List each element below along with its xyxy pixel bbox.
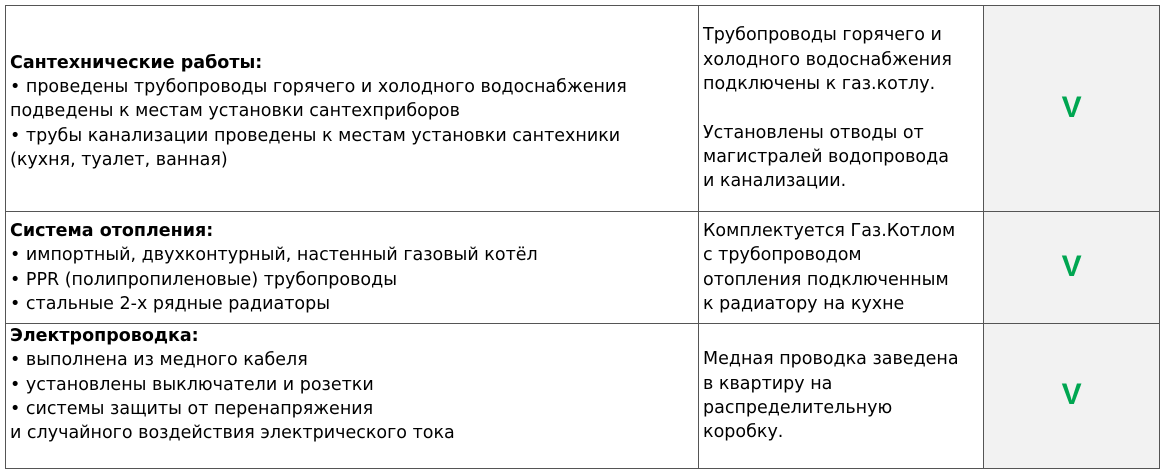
plumbing-note-gap	[703, 96, 983, 120]
heating-title: Система отопления:	[10, 220, 214, 241]
heating-line: • PPR (полипропиленовые) трубопроводы	[10, 269, 398, 290]
plumbing-mark-cell	[984, 6, 1160, 212]
electrical-line: • системы защиты от перенапряжения	[10, 398, 374, 419]
electrical-title: Электропроводка:	[10, 326, 199, 346]
table-row-plumbing	[6, 6, 1160, 212]
plumbing-note-line: магистралей водопровода	[703, 146, 949, 167]
plumbing-line: • трубы канализации проведены к местам установки сантехники	[10, 125, 621, 146]
electrical-description-cell	[6, 324, 699, 469]
plumbing-note-line: Трубопроводы горячего и	[703, 25, 942, 46]
electrical-line: и случайного воздействия электрического тока	[10, 423, 455, 444]
plumbing-note-line: Установлены отводы от	[703, 122, 924, 143]
plumbing-line: • проведены трубопроводы горячего и холодного водоснабжения	[10, 77, 627, 98]
electrical-note-line: Медная проводка заведена	[703, 349, 959, 370]
electrical-line: • выполнена из медного кабеля	[10, 350, 308, 371]
electrical-note-line: в квартиру на	[703, 373, 833, 394]
table-row-electrical	[6, 324, 1160, 469]
plumbing-line: (кухня, туалет, ванная)	[10, 149, 228, 170]
table-row-heating	[6, 212, 1160, 324]
heating-mark-cell	[984, 212, 1160, 324]
heating-description-cell	[6, 212, 699, 324]
heating-note-line: с трубопроводом	[703, 245, 862, 266]
electrical-note-line: распределительную	[703, 398, 893, 418]
check-mark-icon: V	[1061, 90, 1082, 124]
heating-note-line: Комплектуется Газ.Котлом	[703, 220, 956, 241]
works-table	[5, 5, 1160, 469]
plumbing-note-line: подключены к газ.котлу.	[703, 74, 936, 95]
plumbing-note-line: холодного водоснабжения	[703, 49, 952, 70]
plumbing-title: Сантехнические работы:	[10, 52, 263, 73]
plumbing-note-cell	[699, 6, 984, 212]
plumbing-note-line: и канализации.	[703, 171, 847, 192]
heating-note-line: отопления подключенным	[703, 269, 949, 290]
heating-line: • стальные 2-х рядные радиаторы	[10, 293, 331, 314]
electrical-line: • установлены выключатели и розетки	[10, 374, 374, 395]
heating-note-cell	[699, 212, 984, 324]
electrical-note-cell	[699, 324, 984, 469]
electrical-mark-cell	[984, 324, 1160, 469]
plumbing-line: подведены к местам установки сантехприборов	[10, 101, 460, 122]
check-mark-icon: V	[1061, 378, 1082, 412]
electrical-note-line: коробку.	[703, 422, 784, 443]
check-mark-icon: V	[1061, 249, 1082, 283]
plumbing-description-cell	[6, 6, 699, 212]
heating-note-line: к радиатору на кухне	[703, 293, 905, 314]
heating-line: • импортный, двухконтурный, настенный газовый котёл	[10, 245, 538, 266]
